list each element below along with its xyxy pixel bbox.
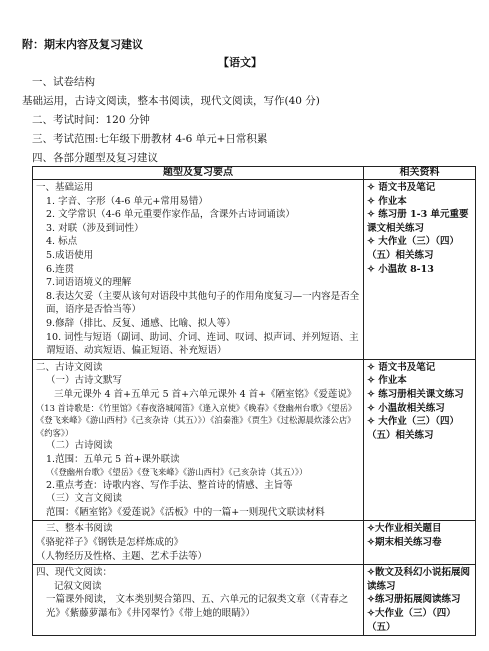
topic-line: 三单元课外 4 首+五单元 5 首+六单元课外 4 首+《陋室铭》《爱莲说》 [54,388,357,400]
page-heading: 附：期末内容及复习建议 [22,38,143,51]
subject-title: 【语文】 [218,56,262,69]
table-header-row [33,167,476,180]
material-item: ✧ 作业本 [367,195,407,207]
header-topics: 题型及复习要点 [33,167,364,180]
topic-cell [33,521,364,565]
material-item: ✧ 语文书及笔记 [367,182,436,193]
topic-line: 2.重点考查：诗歌内容、写作手法、整首诗的情感、主旨等 [46,479,293,491]
topic-line: 三、整本书阅读 [46,523,113,535]
topic-line: （13 首诗歌是：《竹里馆》《春夜洛城闻笛》《逢入京使》《晚春》《登幽州台歌》《望岳》《登飞来峰》《游山西村》《己亥杂诗（其五）》）《泊秦淮》《贾生》《过松源晨炊漆公店》《约客》） [36,402,357,438]
topic-line: 1.范围：五单元 5 首+课外联读 [46,453,180,465]
material-item: ✧ 作业本 [367,375,407,387]
material-item: ✧期末相关练习卷 [367,537,442,549]
topic-line: 4. 标点 [46,236,78,248]
section-exam-scope: 三、考试范围:七年级下册教材 4-6 单元+日常积累 [32,133,268,145]
materials-cell [364,521,476,565]
material-item: ✧ 语文书及笔记 [367,361,436,373]
material-item: ✧ 小温故相关练习 [367,402,445,414]
topic-line: （《登幽州台歌》《望岳》《登飞来峰》《游山西村》《己亥杂诗（其五）》） [46,467,308,478]
topic-cell [33,180,364,360]
section-exam-structure: 一、试卷结构 [32,76,95,88]
topic-line: 《骆驼祥子》《钢铁是怎样炼成的》 [36,537,184,549]
row-modern-reading [33,565,476,636]
material-item: ✧ 练习册 1-3 单元重要课文相关练习 [367,209,469,234]
topic-line: 5.成语使用 [46,249,94,261]
row-basic-usage [33,180,476,360]
material-item: ✧大作业（三）（四）（五） [367,608,456,633]
exam-structure-text: 基础运用，古诗文阅读，整本书阅读，现代文阅读，写作(40 分) [22,95,320,107]
topic-line: （二）古诗阅读 [46,440,113,451]
topic-line: 8.表达欠妥（主要从该句对语段中其他句子的作用角度复习—一内容是否全面，语序是否恰当等） [46,290,360,316]
header-materials: 相关资料 [364,167,476,180]
material-item: ✧散文及科幻小说拓展阅读练习 [367,567,470,592]
topic-line: （一）古诗文默写 [46,375,123,387]
topic-line: 3. 对联（涉及到词性） [46,222,144,234]
topic-line: 6.连贯 [46,263,75,275]
topic-cell [33,565,364,636]
topic-line: 7.词语语境义的理解 [46,277,132,289]
topic-line: 范围：《陋室铭》《爱莲说》《活板》中的一篇+一则现代文联读材料 [46,506,325,518]
topic-line: 2. 文学常识（4-6 单元重要作家作品，含课外古诗词诵读） [46,209,295,221]
section-exam-time: 二、考试时间：120 分钟 [32,114,150,126]
material-item: ✧ 大作业（三）（四）（五）相关练习 [367,236,460,261]
topic-line: 10. 词性与短语（副词、助词、介词、连词、叹词、拟声词、并列短语、主谓短语、动宾短语、偏正短语、补充短语） [46,331,359,357]
topic-line: （人物经历及性格、主题、艺术手法等） [36,550,208,562]
topic-line: （三）文言文阅读 [46,493,123,505]
topic-line: 1. 字音、字形（4-6 单元+常用易错） [46,195,208,207]
review-table [32,166,476,636]
row-whole-book-reading [33,521,476,565]
material-item: ✧练习册拓展阅读练习 [367,594,461,606]
topic-line: 一、基础运用 [36,182,94,193]
materials-cell [364,359,476,521]
row-classical-reading [33,359,476,521]
materials-cell [364,565,476,636]
material-item: ✧ 练习册相关课文练习 [367,388,464,400]
topic-line: 记叙文阅读 [54,580,102,592]
material-item: ✧ 小温故 8-13 [367,263,434,275]
material-item: ✧大作业相关题目 [367,523,442,535]
section-question-types: 四、各部分题型及复习建议 [32,152,158,164]
topic-line: 一篇课外阅读， 文本类别契合第四、五、六单元的记叙类文章（《青春之光》《紫藤萝瀑布》《井冈翠竹》《带上她的眼睛》） [46,594,349,620]
topic-line: 四、现代文阅读： [36,567,113,579]
topic-cell [33,359,364,521]
topic-line: 9.修辞（排比、反复、通感、比喻、拟人等） [46,317,236,329]
topic-line: 二、古诗文阅读 [36,361,103,373]
material-item: ✧ 大作业（三）（四）（五）相关练习 [367,416,460,441]
materials-cell [364,180,476,360]
